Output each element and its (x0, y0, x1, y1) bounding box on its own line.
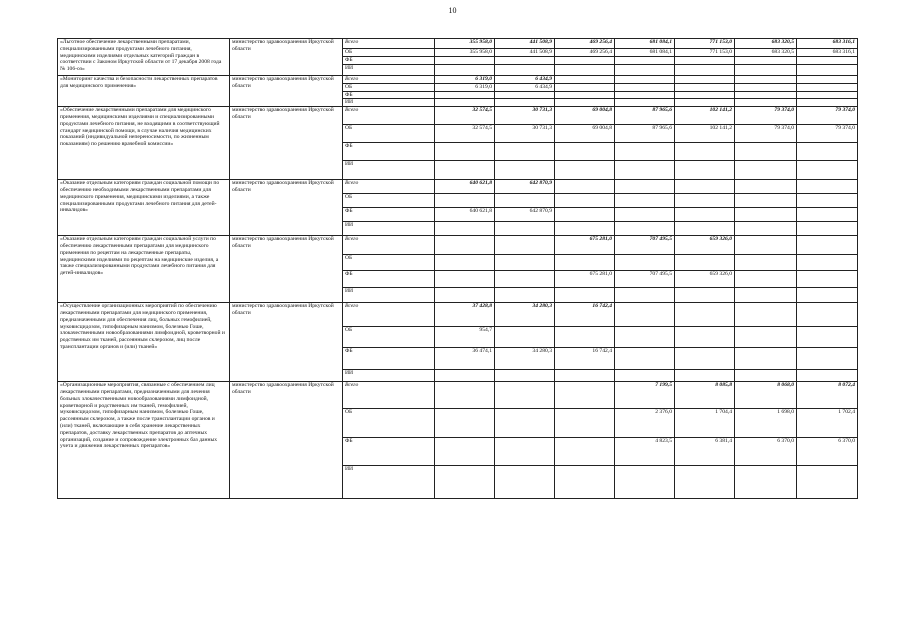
amount-cell (675, 57, 735, 65)
amount-cell (615, 76, 675, 84)
amount-cell (675, 194, 735, 208)
amount-cell (797, 91, 858, 99)
amount-cell: 642 870,9 (495, 208, 555, 222)
amount-cell (735, 255, 797, 271)
amount-cell: 37 428,8 (435, 303, 495, 327)
amount-cell (435, 271, 495, 288)
amount-cell (675, 255, 735, 271)
amount-cell (555, 57, 615, 65)
amount-cell: 441 508,9 (495, 39, 555, 49)
amount-cell (495, 466, 555, 499)
amount-cell (435, 466, 495, 499)
amount-cell (435, 288, 495, 303)
amount-cell (675, 208, 735, 222)
funding-source: ИИ (343, 161, 435, 180)
amount-cell (495, 194, 555, 208)
amount-cell: 469 256,4 (555, 49, 615, 57)
amount-cell (797, 303, 858, 327)
amount-cell: 32 574,5 (435, 107, 495, 125)
funding-source: Всего (343, 303, 435, 327)
amount-cell: 954,7 (435, 327, 495, 348)
amount-cell (735, 327, 797, 348)
funding-source: Всего (343, 236, 435, 255)
amount-cell (675, 143, 735, 161)
amount-cell (435, 194, 495, 208)
amount-cell: 1 698,0 (735, 409, 797, 438)
funding-source: ФБ (343, 348, 435, 370)
amount-cell (495, 65, 555, 76)
amount-cell: 1 702,4 (797, 409, 858, 438)
amount-cell (735, 208, 797, 222)
amount-cell (615, 327, 675, 348)
amount-cell (797, 236, 858, 255)
funding-source: ФБ (343, 57, 435, 65)
funding-source: ФБ (343, 91, 435, 99)
executor: министерство здравоохранения Иркутской области (230, 107, 343, 180)
funding-source: ФБ (343, 143, 435, 161)
amount-cell: 1 704,4 (675, 409, 735, 438)
funding-source: ФБ (343, 438, 435, 466)
table-row (58, 236, 858, 255)
amount-cell: 34 280,3 (495, 303, 555, 327)
funding-source: ИИ (343, 466, 435, 499)
funding-source: Всего (343, 39, 435, 49)
amount-cell (555, 255, 615, 271)
amount-cell (495, 271, 555, 288)
amount-cell (555, 327, 615, 348)
amount-cell (735, 76, 797, 84)
amount-cell (495, 255, 555, 271)
amount-cell (675, 466, 735, 499)
funding-source: ИИ (343, 99, 435, 107)
amount-cell (797, 83, 858, 91)
amount-cell (435, 99, 495, 107)
amount-cell (495, 99, 555, 107)
amount-cell: 30 731,3 (495, 125, 555, 143)
amount-cell: 675 281,0 (555, 236, 615, 255)
amount-cell (735, 194, 797, 208)
amount-cell (735, 222, 797, 236)
amount-cell (797, 255, 858, 271)
amount-cell: 681 084,1 (615, 39, 675, 49)
funding-source: ОБ (343, 194, 435, 208)
amount-cell (435, 91, 495, 99)
amount-cell: 8 072,4 (797, 382, 858, 409)
amount-cell: 771 153,0 (675, 39, 735, 49)
executor: министерство здравоохранения Иркутской области (230, 180, 343, 236)
amount-cell (675, 222, 735, 236)
page-number: 10 (448, 6, 457, 15)
amount-cell: 6 381,4 (675, 438, 735, 466)
amount-cell (555, 76, 615, 84)
amount-cell: 681 084,1 (615, 49, 675, 57)
amount-cell: 79 374,0 (735, 107, 797, 125)
amount-cell: 16 742,4 (555, 348, 615, 370)
budget-table (57, 38, 858, 499)
amount-cell (615, 370, 675, 382)
amount-cell (615, 65, 675, 76)
amount-cell (555, 180, 615, 194)
amount-cell: 6 370,0 (735, 438, 797, 466)
amount-cell (615, 208, 675, 222)
funding-source: ИИ (343, 370, 435, 382)
amount-cell (735, 348, 797, 370)
amount-cell (615, 348, 675, 370)
amount-cell (797, 180, 858, 194)
amount-cell: 34 280,3 (495, 348, 555, 370)
amount-cell (675, 370, 735, 382)
amount-cell (797, 65, 858, 76)
amount-cell: 79 374,0 (735, 125, 797, 143)
amount-cell (435, 161, 495, 180)
amount-cell (675, 99, 735, 107)
amount-cell: 707 495,5 (615, 236, 675, 255)
amount-cell (555, 65, 615, 76)
amount-cell (615, 194, 675, 208)
amount-cell (735, 180, 797, 194)
table-row (58, 107, 858, 125)
amount-cell (797, 327, 858, 348)
amount-cell (675, 161, 735, 180)
amount-cell (435, 222, 495, 236)
amount-cell (735, 161, 797, 180)
amount-cell (615, 99, 675, 107)
funding-source: ИИ (343, 222, 435, 236)
amount-cell (435, 409, 495, 438)
amount-cell: 6 434,9 (495, 76, 555, 84)
amount-cell (615, 303, 675, 327)
funding-source: ФБ (343, 271, 435, 288)
amount-cell (435, 370, 495, 382)
amount-cell (615, 255, 675, 271)
amount-cell (615, 222, 675, 236)
amount-cell (675, 76, 735, 84)
amount-cell: 642 870,9 (495, 180, 555, 194)
funding-source: ФБ (343, 208, 435, 222)
amount-cell (615, 180, 675, 194)
amount-cell (495, 143, 555, 161)
amount-cell (735, 57, 797, 65)
table-row (58, 382, 858, 409)
amount-cell: 87 965,6 (615, 107, 675, 125)
amount-cell: 30 731,3 (495, 107, 555, 125)
funding-source: ОБ (343, 409, 435, 438)
amount-cell (615, 91, 675, 99)
amount-cell (495, 288, 555, 303)
measure-name: «Льготное обеспечение лекарственными препаратами, специализированными продуктами лечебного питания, медицинскими изделиями отдельных категорий граждан в соответствии с Законом Иркутской области от 17 декабря 2008 года № 106-оз» (58, 39, 230, 76)
measure-name: «Организационные мероприятия, связанные с обеспечением лиц лекарственными препаратами, предназначенными для лечения больных злокачественными новообразованиями лимфоидной, кроветворной и родственных им тканей, гемофилией, муковисцидозом, гипофизарным нанизмом, болезнью Гоше, рассеянным склерозом, а также после трансплантации органов и (или) тканей, включающие в себя хранение лекарственных препаратов, доставку лекарственных препаратов до аптечных организаций, создание и сопровождение электронных баз данных учета и движения лекарственных препаратов» (58, 382, 230, 499)
amount-cell (435, 57, 495, 65)
amount-cell: 6 319,0 (435, 83, 495, 91)
funding-source: Всего (343, 180, 435, 194)
amount-cell (615, 143, 675, 161)
amount-cell (555, 91, 615, 99)
amount-cell: 469 256,4 (555, 39, 615, 49)
amount-cell (555, 194, 615, 208)
measure-name: «Обеспечение лекарственными препаратами для медицинского применения, медицинскими изделиями и специализированными продуктами лечебного питания, не входящими в соответствующий стандарт медицинской помощи, в случае наличия медицинских показаний (индивидуальной непереносимости, по жизненным показаниям) по решению врачебной комиссии» (58, 107, 230, 180)
amount-cell (435, 255, 495, 271)
amount-cell (435, 438, 495, 466)
amount-cell (435, 65, 495, 76)
amount-cell (797, 288, 858, 303)
amount-cell (675, 65, 735, 76)
funding-source: ОБ (343, 49, 435, 57)
table-row (58, 303, 858, 327)
amount-cell (797, 370, 858, 382)
amount-cell (735, 83, 797, 91)
executor: министерство здравоохранения Иркутской области (230, 236, 343, 303)
amount-cell (675, 180, 735, 194)
funding-source: Всего (343, 107, 435, 125)
amount-cell: 36 474,1 (435, 348, 495, 370)
amount-cell (735, 65, 797, 76)
amount-cell: 683 320,5 (735, 49, 797, 57)
amount-cell: 4 823,5 (615, 438, 675, 466)
amount-cell (495, 370, 555, 382)
amount-cell: 771 153,0 (675, 49, 735, 57)
measure-name: «Мониторинг качества и безопасности лекарственных препаратов для медицинского применения» (58, 76, 230, 107)
funding-source: Всего (343, 382, 435, 409)
amount-cell (735, 271, 797, 288)
amount-cell: 7 199,5 (615, 382, 675, 409)
executor: министерство здравоохранения Иркутской области (230, 303, 343, 382)
amount-cell (555, 382, 615, 409)
funding-source: ОБ (343, 125, 435, 143)
amount-cell (555, 466, 615, 499)
amount-cell: 707 495,5 (615, 271, 675, 288)
amount-cell (555, 143, 615, 161)
amount-cell (435, 143, 495, 161)
executor: министерство здравоохранения Иркутской области (230, 76, 343, 107)
amount-cell (615, 83, 675, 91)
amount-cell: 683 316,1 (797, 39, 858, 49)
amount-cell (615, 161, 675, 180)
amount-cell: 659 326,0 (675, 271, 735, 288)
amount-cell (555, 438, 615, 466)
amount-cell (675, 327, 735, 348)
table-row (58, 39, 858, 49)
amount-cell (555, 288, 615, 303)
amount-cell (555, 83, 615, 91)
funding-source: ИИ (343, 65, 435, 76)
funding-source: Всего (343, 76, 435, 84)
amount-cell (675, 303, 735, 327)
amount-cell (735, 91, 797, 99)
amount-cell (435, 382, 495, 409)
amount-cell (797, 143, 858, 161)
amount-cell (735, 288, 797, 303)
amount-cell (555, 222, 615, 236)
amount-cell (615, 288, 675, 303)
amount-cell: 69 004,8 (555, 125, 615, 143)
amount-cell: 6 434,9 (495, 83, 555, 91)
amount-cell (495, 222, 555, 236)
amount-cell: 675 281,0 (555, 271, 615, 288)
amount-cell (735, 370, 797, 382)
amount-cell (735, 143, 797, 161)
amount-cell (797, 99, 858, 107)
amount-cell (495, 438, 555, 466)
amount-cell (555, 161, 615, 180)
amount-cell (555, 208, 615, 222)
amount-cell: 683 320,5 (735, 39, 797, 49)
amount-cell: 32 574,5 (435, 125, 495, 143)
amount-cell: 640 621,8 (435, 208, 495, 222)
amount-cell: 6 370,0 (797, 438, 858, 466)
amount-cell (735, 303, 797, 327)
amount-cell (555, 99, 615, 107)
amount-cell (675, 348, 735, 370)
amount-cell: 69 004,8 (555, 107, 615, 125)
amount-cell: 16 742,4 (555, 303, 615, 327)
amount-cell (797, 222, 858, 236)
table-row (58, 76, 858, 84)
amount-cell (797, 271, 858, 288)
funding-source: ОБ (343, 83, 435, 91)
amount-cell (495, 327, 555, 348)
funding-source: ОБ (343, 327, 435, 348)
amount-cell: 87 965,6 (615, 125, 675, 143)
amount-cell: 8 068,0 (735, 382, 797, 409)
amount-cell (797, 76, 858, 84)
amount-cell (495, 91, 555, 99)
table-row (58, 180, 858, 194)
amount-cell (735, 236, 797, 255)
amount-cell: 102 141,2 (675, 107, 735, 125)
funding-source: ИИ (343, 288, 435, 303)
amount-cell (735, 99, 797, 107)
amount-cell: 355 958,0 (435, 39, 495, 49)
amount-cell (675, 91, 735, 99)
executor: министерство здравоохранения Иркутской области (230, 382, 343, 499)
amount-cell (495, 409, 555, 438)
amount-cell (495, 161, 555, 180)
amount-cell (495, 236, 555, 255)
amount-cell: 2 376,0 (615, 409, 675, 438)
amount-cell: 640 621,8 (435, 180, 495, 194)
amount-cell (435, 236, 495, 255)
amount-cell (495, 57, 555, 65)
amount-cell: 6 319,0 (435, 76, 495, 84)
amount-cell (797, 57, 858, 65)
measure-name: «Оказание отдельным категориям граждан социальной помощи по обеспечению необходимыми лекарственными препаратами для медицинского применения, медицинскими изделиями, а также специализированными продуктами лечебного питания для детей-инвалидов» (58, 180, 230, 236)
amount-cell (675, 83, 735, 91)
amount-cell (797, 466, 858, 499)
amount-cell: 79 374,0 (797, 107, 858, 125)
funding-source: ОБ (343, 255, 435, 271)
amount-cell: 8 085,8 (675, 382, 735, 409)
amount-cell (675, 288, 735, 303)
amount-cell: 79 374,0 (797, 125, 858, 143)
amount-cell: 102 141,2 (675, 125, 735, 143)
amount-cell (615, 466, 675, 499)
amount-cell (797, 208, 858, 222)
amount-cell: 441 508,9 (495, 49, 555, 57)
amount-cell (555, 409, 615, 438)
measure-name: «Осуществление организационных мероприятий по обеспечению лекарственными препаратами для медицинского применения, предназначенными для обеспечения лиц, больных гемофилией, муковисцидозом, гипофизарным нанизмом, болезнью Гоше, злокачественными новообразованиями лимфоидной, кроветворной и родственных им тканей, рассеянным склерозом, лиц после трансплантации органов и (или) тканей» (58, 303, 230, 382)
amount-cell: 659 326,0 (675, 236, 735, 255)
amount-cell (797, 161, 858, 180)
amount-cell (555, 370, 615, 382)
amount-cell (797, 348, 858, 370)
amount-cell: 683 316,1 (797, 49, 858, 57)
executor: министерство здравоохранения Иркутской области (230, 39, 343, 76)
measure-name: «Оказание отдельным категориям граждан социальной услуги по обеспечению лекарственными препаратами для медицинского применения по рецептам на лекарственные препараты, медицинскими изделиями по рецептам на медицинские изделия, а также специализированными продуктами лечебного питания для детей-инвалидов» (58, 236, 230, 303)
amount-cell (797, 194, 858, 208)
amount-cell (615, 57, 675, 65)
amount-cell (735, 466, 797, 499)
amount-cell (495, 382, 555, 409)
amount-cell: 355 958,0 (435, 49, 495, 57)
